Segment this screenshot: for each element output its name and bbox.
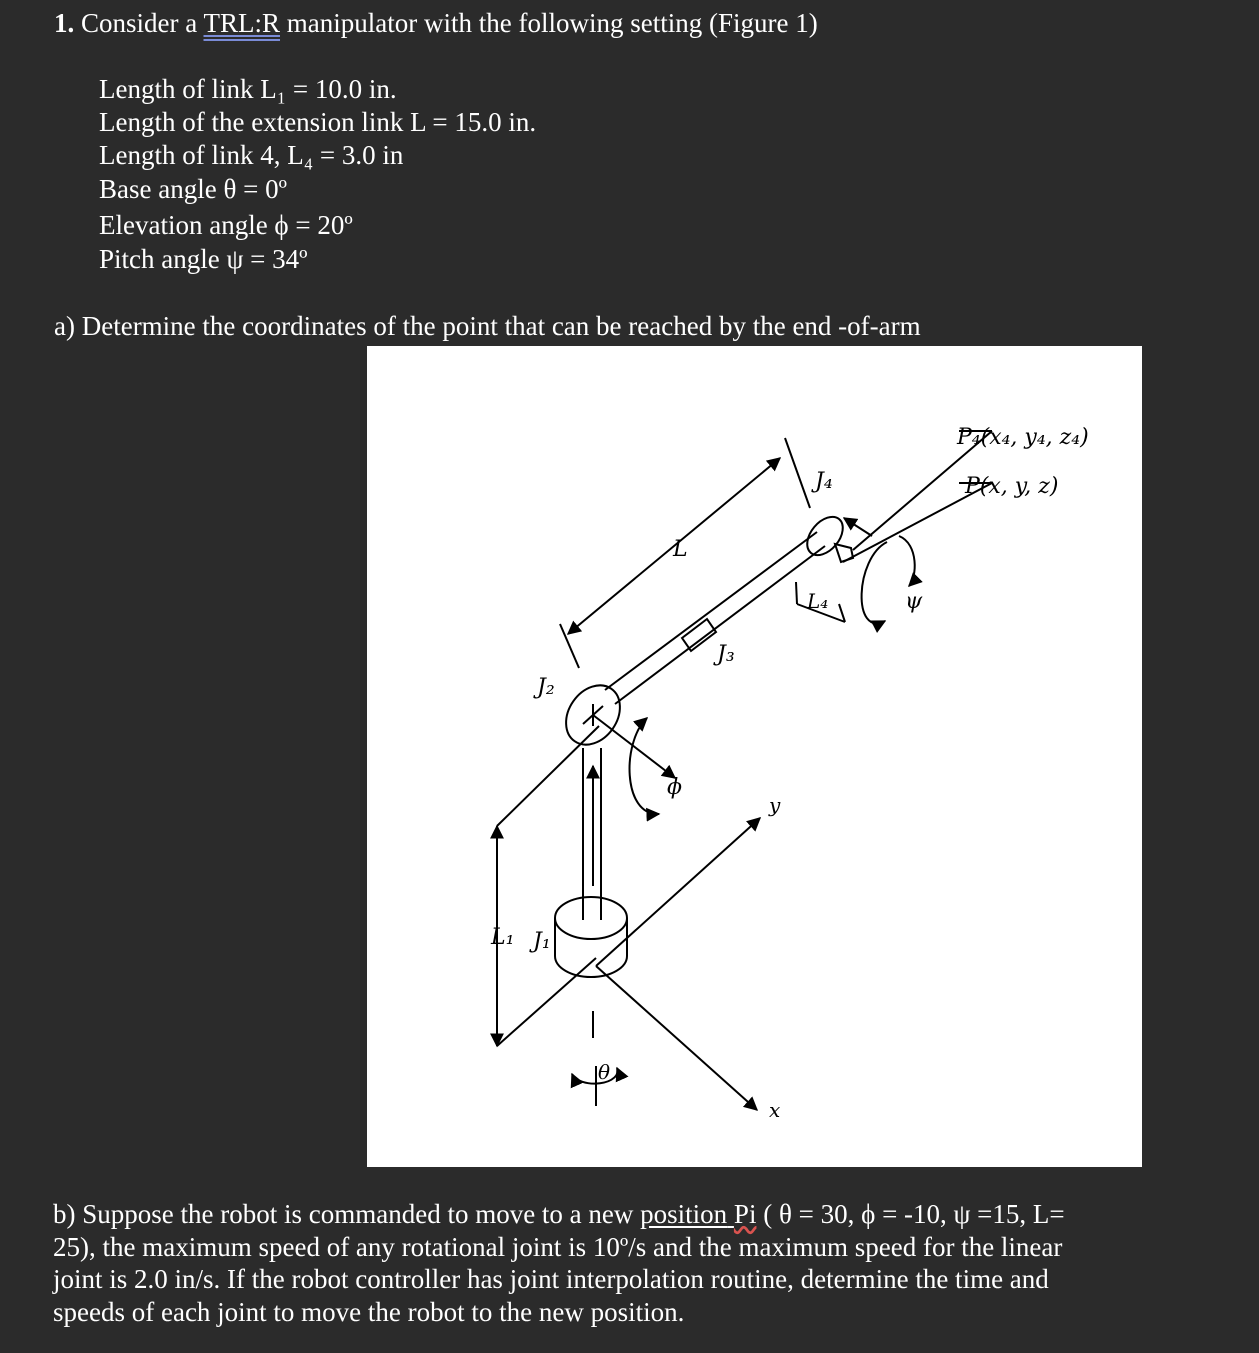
- label-l: L: [673, 537, 688, 562]
- label-p4: P₄(x₄, y₄, z₄): [957, 425, 1089, 450]
- figure-1: [367, 346, 1142, 1167]
- manipulator-type: TRL:R: [203, 8, 281, 38]
- label-theta: θ: [598, 1060, 611, 1084]
- gripper: [835, 544, 853, 562]
- theta-rotation-arrow: [572, 1068, 618, 1084]
- label-y: y: [769, 793, 781, 817]
- label-psi: ψ: [905, 589, 923, 614]
- label-p: P(x, y, z): [965, 474, 1059, 499]
- setting-link-l1: Length of link L₁ = 10.0 in.: [99, 74, 397, 104]
- setting-elevation-angle: Elevation angle ϕ = 20º: [99, 210, 353, 240]
- part-b-line-3: joint is 2.0 in/s. If the robot controller has joint interpolation routine, determine the time and: [53, 1264, 1049, 1294]
- label-l4: L₄: [807, 589, 829, 613]
- setting-extension-link: Length of the extension link L = 15.0 in.: [99, 107, 537, 137]
- psi-rotation-arrow: [862, 542, 887, 623]
- setting-link-4: Length of link 4, L₄ = 3.0 in: [99, 140, 404, 170]
- part-b-question: [53, 1198, 1203, 1328]
- question-intro-before: Consider a: [81, 8, 204, 38]
- part-b-line-1: [53, 1198, 1203, 1231]
- x-axis: [596, 966, 757, 1110]
- part-b-line-1-end: ( θ = 30, ϕ = -10, ψ =15, L=: [756, 1199, 1065, 1229]
- phi-rotation-arrow: [630, 718, 659, 814]
- psi-rotation-arrow-b: [899, 536, 915, 586]
- part-a-question: a) Determine the coordinates of the point that can be reached by the end -of-arm: [54, 311, 921, 341]
- base-bottom: [555, 956, 627, 977]
- j4-joint: [800, 510, 850, 562]
- l-tick-a: [560, 624, 579, 668]
- question-title: [54, 8, 818, 39]
- position-word: position: [640, 1199, 728, 1229]
- question-intro-after: manipulator with the following setting (Figure 1): [280, 8, 818, 38]
- part-b-line-1-start: b) Suppose the robot is commanded to move to a new: [53, 1199, 641, 1229]
- j2-axis: [593, 715, 675, 778]
- question-number: 1.: [54, 8, 75, 38]
- pi-label: Pi: [733, 1199, 757, 1229]
- setting-pitch-angle: Pitch angle ψ = 34º: [99, 244, 308, 274]
- label-j2: J₂: [537, 675, 555, 700]
- setting-base-angle: Base angle θ = 0º: [99, 174, 287, 204]
- robot-diagram: [367, 346, 1142, 1167]
- base-projection-line: [497, 958, 596, 1046]
- j3-sleeve: [682, 619, 716, 651]
- label-j3: J₃: [717, 642, 735, 667]
- l-tick-b: [785, 438, 810, 508]
- y-axis: [596, 818, 760, 966]
- label-phi: ϕ: [667, 775, 682, 800]
- base-top: [555, 897, 627, 939]
- label-l1: L₁: [491, 925, 515, 950]
- arm-top: [605, 532, 817, 690]
- part-b-line-2: 25), the maximum speed of any rotational joint is 10º/s and the maximum speed for the linear: [53, 1231, 1063, 1262]
- label-j4: J₄: [815, 469, 833, 494]
- label-x: x: [769, 1098, 781, 1122]
- part-b-line-4: speeds of each joint to move the robot to the new position.: [53, 1296, 685, 1327]
- j4-pointer: [844, 518, 872, 536]
- label-j1: J₁: [533, 929, 551, 954]
- l4-tick-a: [796, 582, 797, 604]
